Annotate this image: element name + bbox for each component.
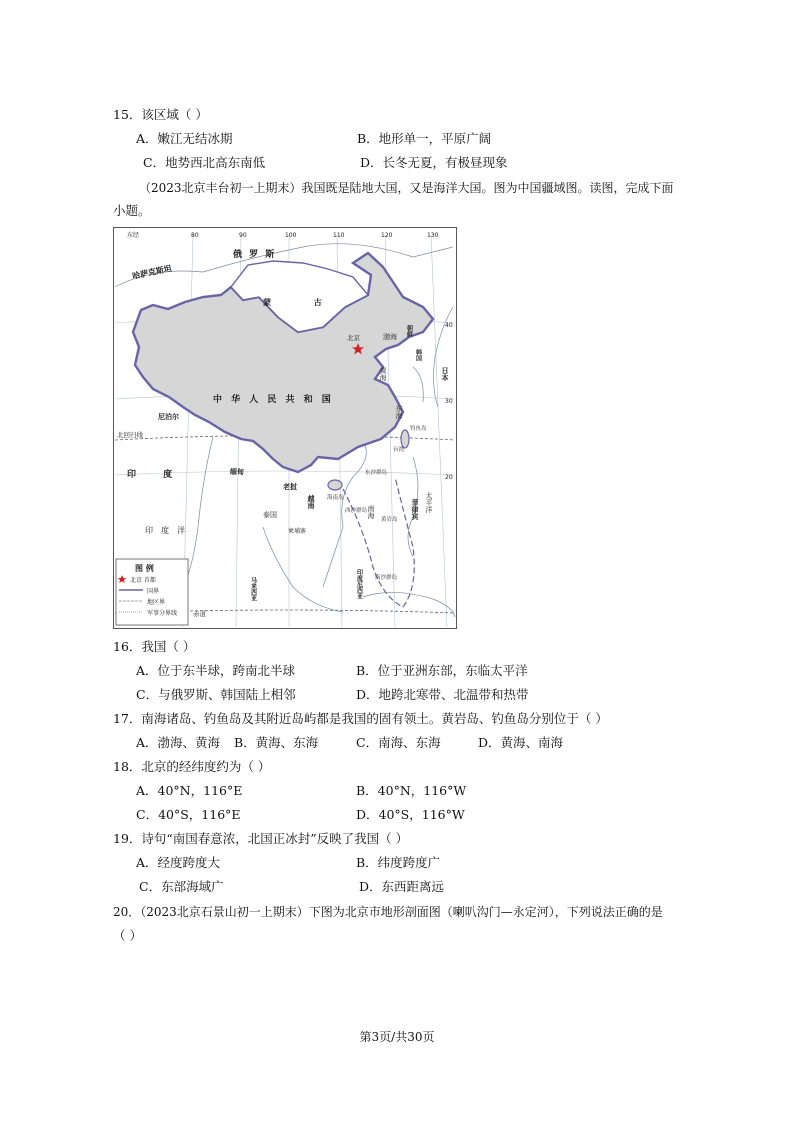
label-malaysia: 马来西亚 — [249, 577, 257, 601]
lat-tick-30: 30 — [445, 398, 453, 405]
label-yellow-sea: 黄海 — [379, 367, 387, 381]
q18-option-a[interactable]: A．40°N，116°E — [136, 783, 243, 798]
label-nepal: 尼泊尔 — [158, 413, 179, 421]
label-indian-ocean: 印度洋 — [145, 526, 193, 535]
label-nansha: 南沙群岛 — [375, 575, 398, 581]
label-bohai: 渤海 — [383, 333, 397, 341]
lat-tick-20: 20 — [445, 474, 453, 481]
label-dprk: 朝鲜 — [405, 325, 413, 337]
q17-option-b[interactable]: B．黄海、东海 — [234, 735, 319, 750]
label-laos: 老挝 — [283, 483, 297, 491]
q15-stem: 15．该区域（ ） — [113, 107, 208, 122]
q20-stem: 20．（2023北京石景山初一上期末）下图为北京市地形剖面图（喇叭沟门—永定河），下列说法正确的是 — [113, 905, 663, 919]
legend-capital: 北京 首都 — [130, 577, 156, 584]
q15-option-d[interactable]: D．长冬无夏，有极昼现象 — [360, 155, 508, 170]
intro-line-1: （2023北京丰台初一上期末）我国既是陆地大国，又是海洋大国。图为中国疆域图。读图，完成下面 — [139, 181, 674, 195]
label-pacific: 太平洋 — [425, 492, 433, 513]
page-footer: 第3页/共30页 — [359, 1030, 435, 1044]
lon-tick-130: 130 — [427, 232, 439, 239]
label-russia: 俄 罗 斯 — [233, 250, 277, 260]
intro-line-2: 小题。 — [113, 203, 151, 218]
hainan-island — [328, 480, 342, 490]
map-legend — [116, 559, 188, 625]
q15-option-c[interactable]: C．地势西北高东南低 — [143, 155, 266, 170]
label-tropic: 北回归线 — [117, 431, 143, 439]
q19-option-b[interactable]: B．纬度跨度广 — [356, 855, 441, 870]
label-dongsha: 东沙群岛 — [365, 470, 388, 476]
label-kazakhstan: 哈萨克斯坦 — [131, 263, 173, 281]
label-diaoyu: 钓鱼岛 — [410, 426, 427, 432]
label-cambodia: 柬埔寨 — [288, 528, 307, 535]
label-thailand: 泰国 — [263, 511, 277, 519]
q16-stem: 16．我国（ ） — [113, 639, 196, 654]
q15-option-a[interactable]: A．嫩江无结冰期 — [136, 131, 233, 146]
label-philippines: 菲律宾 — [411, 499, 419, 520]
q17-option-c[interactable]: C．南海、东海 — [356, 735, 441, 750]
lon-tick-100: 100 — [285, 232, 297, 239]
lat-tick-40: 40 — [445, 322, 453, 329]
lon-tick-90: 90 — [239, 232, 247, 239]
q19-option-a[interactable]: A．经度跨度大 — [136, 855, 221, 870]
legend-region: 地区界 — [147, 599, 166, 606]
q18-option-c[interactable]: C．40°S，116°E — [136, 807, 241, 822]
q18-stem: 18．北京的经纬度约为（ ） — [113, 759, 271, 774]
q19-option-c[interactable]: C．东部海域广 — [139, 879, 224, 894]
q16-option-d[interactable]: D．地跨北寒带、北温带和热带 — [356, 687, 529, 702]
label-beijing: 北京 — [347, 334, 360, 342]
legend-title: 图 例 — [135, 564, 154, 573]
q18-option-d[interactable]: D．40°S，116°W — [356, 807, 465, 822]
label-mongolia: 蒙 古 — [263, 298, 342, 307]
china-territory-map — [113, 227, 457, 629]
label-south-sea: 南海 — [367, 505, 375, 519]
q20-stem-blank: （ ） — [113, 928, 142, 943]
label-east-sea: 东海 — [395, 405, 403, 419]
q17-option-d[interactable]: D．黄海、南海 — [478, 735, 564, 750]
label-india: 印 度 — [127, 470, 185, 480]
q16-option-c[interactable]: C．与俄罗斯、韩国陆上相邻 — [136, 687, 296, 702]
q18-option-b[interactable]: B．40°N，116°W — [356, 783, 467, 798]
q16-option-b[interactable]: B．位于亚洲东部，东临太平洋 — [356, 663, 528, 678]
q19-option-d[interactable]: D．东西距离远 — [359, 879, 445, 894]
label-huangyan: 黄岩岛 — [381, 517, 398, 523]
label-hainan: 海南岛 — [327, 495, 344, 501]
lon-tick-80: 80 — [191, 232, 199, 239]
label-vietnam: 越南 — [307, 495, 315, 509]
east-longitude-label: 东经 — [127, 232, 140, 239]
label-indonesia: 印度尼西亚 — [355, 569, 363, 599]
label-china: 中 华 人 民 共 和 国 — [213, 395, 334, 405]
q16-option-a[interactable]: A．位于东半球，跨南北半球 — [136, 663, 296, 678]
q17-stem: 17．南海诸岛、钓鱼岛及其附近岛屿都是我国的固有领土。黄岩岛、钓鱼岛分别位于（ ） — [113, 711, 608, 726]
label-korea: 韩国 — [414, 349, 422, 361]
q19-stem: 19．诗句“南国春意浓，北国正冰封”反映了我国（ ） — [113, 831, 409, 846]
q17-option-a[interactable]: A．渤海、黄海 — [136, 735, 221, 750]
label-japan: 日本 — [441, 367, 449, 381]
legend-mil: 军事分界线 — [147, 610, 178, 617]
taiwan-island — [401, 430, 409, 448]
label-myanmar: 缅甸 — [230, 468, 244, 476]
label-equator: 赤道 — [193, 610, 206, 618]
label-xisha: 西沙群岛 — [345, 508, 368, 514]
q15-option-b[interactable]: B．地形单一，平原广阔 — [357, 131, 492, 146]
lon-tick-110: 110 — [333, 232, 345, 239]
label-taiwan: 台湾 — [393, 447, 405, 453]
lon-tick-120: 120 — [381, 232, 393, 239]
legend-border: 国界 — [147, 588, 160, 595]
